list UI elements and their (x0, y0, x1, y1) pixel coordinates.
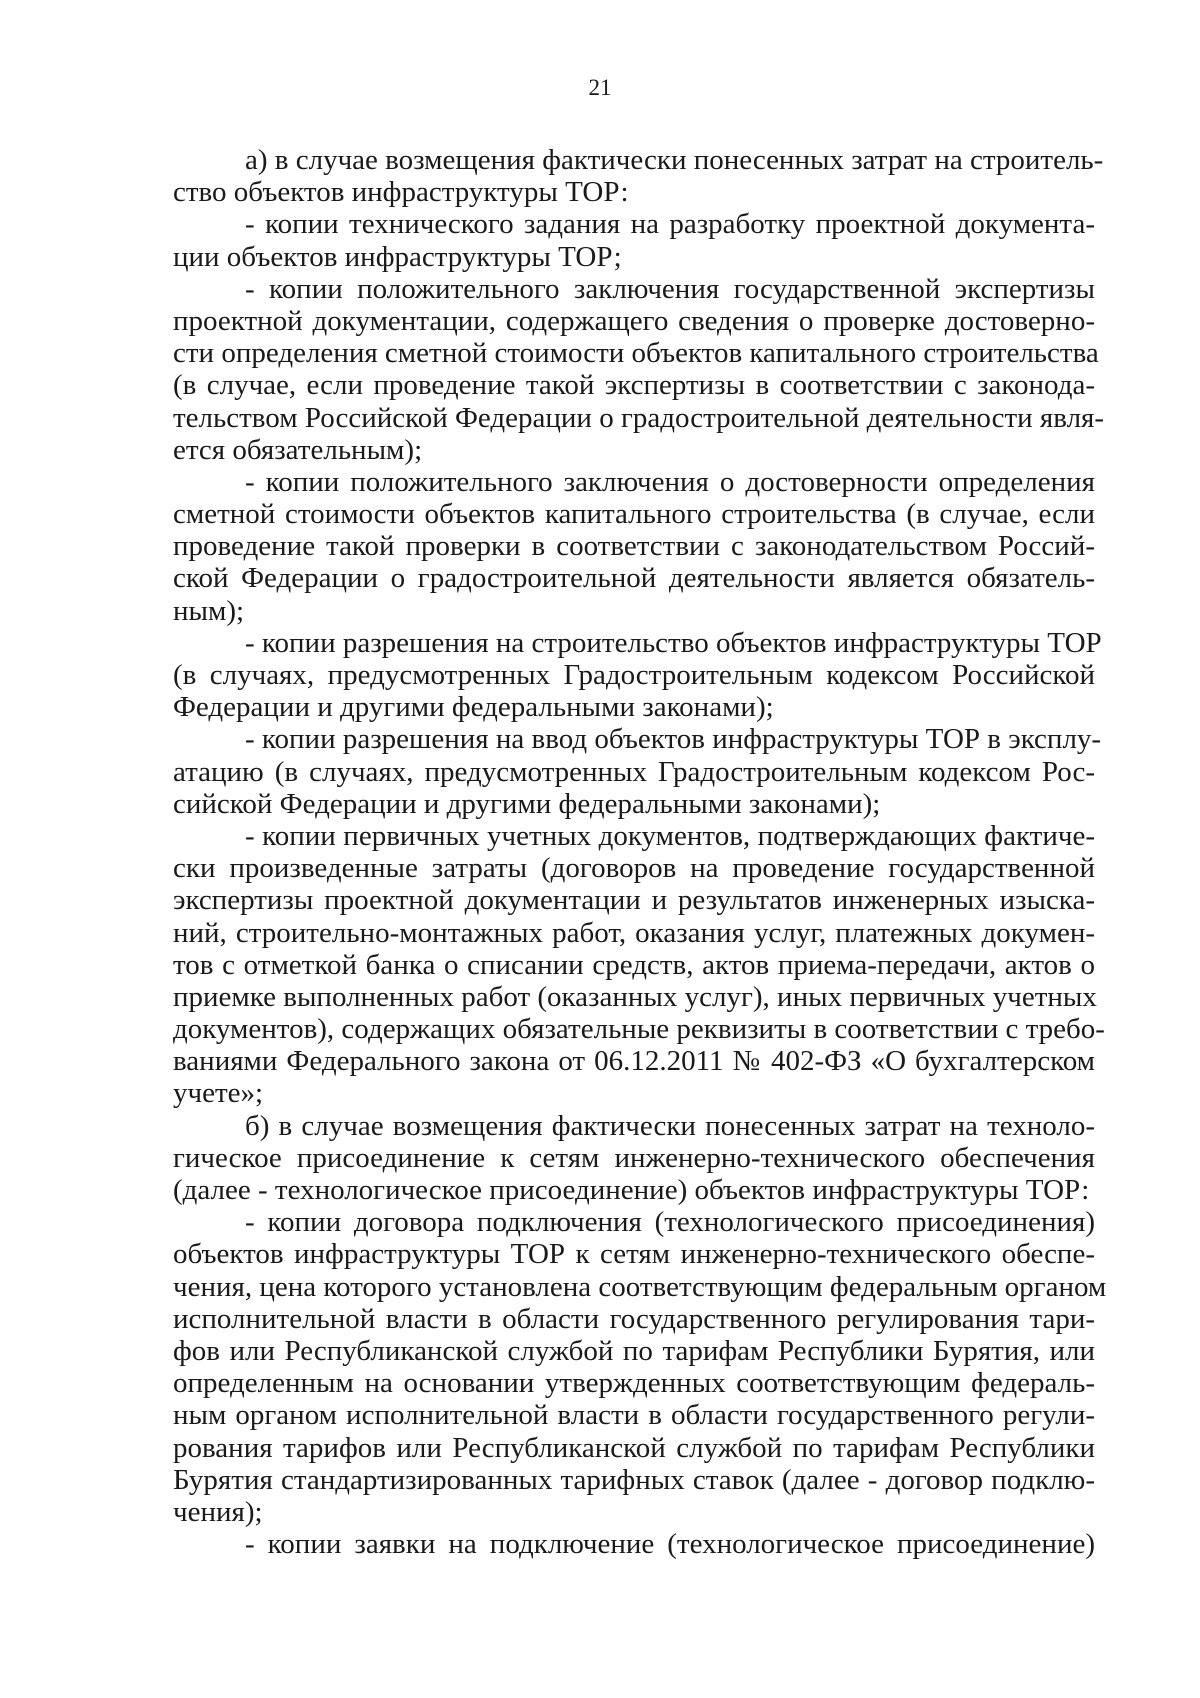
text-line: определенным на основании утвержденных соответствующим федераль- (173, 1367, 1095, 1400)
text-line: тов с отметкой банка о списании средств, актов приема-передачи, актов о (173, 948, 1095, 981)
text-line: чения); (173, 1495, 263, 1528)
text-line: рования тарифов или Республиканской службой по тарифам Республики (173, 1431, 1095, 1464)
page-number: 21 (588, 75, 612, 100)
text-line: (в случаях, предусмотренных Градостроительным кодексом Российской (173, 659, 1095, 691)
paragraph (173, 208, 1095, 272)
text-line: б) в случае возмещения фактически понесенных затрат на техноло- (245, 1109, 1095, 1142)
text-line: чения, цена которого установлена соответствующим федеральным органом (173, 1270, 1107, 1303)
text-line: Федерации и другими федеральными законами); (173, 691, 774, 724)
text-line: ваниями Федерального закона от 06.12.2011 № 402-ФЗ «О бухгалтерском (173, 1045, 1095, 1078)
text-line: ным органом исполнительной власти в области государственного регули- (173, 1399, 1095, 1432)
text-line: проектной документации, содержащего сведения о проверке достоверно- (173, 304, 1095, 337)
text-line: сийской Федерации и другими федеральными законами); (173, 787, 881, 820)
text-line: фов или Республиканской службой по тарифам Республики Бурятия, или (173, 1334, 1095, 1367)
text-line: документов), содержащих обязательные реквизиты в соответствии с требо- (173, 1013, 1105, 1046)
text-line: учете»; (173, 1077, 264, 1110)
text-line: объектов инфраструктуры ТОР к сетям инженерно-технического обеспе- (173, 1238, 1095, 1271)
text-line: ски произведенные затраты (договоров на проведение государственной (173, 852, 1095, 885)
paragraph (173, 723, 1102, 820)
text-line: ется обязательным); (173, 433, 423, 466)
text-line: экспертизы проектной документации и результатов инженерных изыска- (173, 884, 1095, 917)
text-line: атацию (в случаях, предусмотренных Градостроительным кодексом Рос- (173, 755, 1095, 788)
paragraph (173, 819, 1105, 1110)
text-line: а) в случае возмещения фактически понесенных затрат на строитель- (245, 144, 1104, 176)
text-line: Бурятия стандартизированных тарифных ставок (далее - договор подклю- (173, 1463, 1095, 1496)
text-line: (далее - технологическое присоединение) объектов инфраструктуры ТОР: (173, 1174, 1090, 1206)
document-body (173, 144, 1107, 1561)
text-line: ской Федерации о градостроительной деятельности является обязатель- (173, 562, 1095, 595)
text-line: - копии разрешения на строительство объектов инфраструктуры ТОР (245, 626, 1102, 659)
text-line: исполнительной власти в области государственного регулирования тари- (173, 1302, 1095, 1335)
paragraph (173, 1206, 1107, 1528)
text-line: ство объектов инфраструктуры ТОР: (173, 176, 629, 209)
text-line: сти определения сметной стоимости объектов капитального строительства (173, 337, 1099, 370)
text-line: гическое присоединение к сетям инженерно-технического обеспечения (173, 1141, 1095, 1174)
text-line: - копии первичных учетных документов, подтверждающих фактиче- (245, 819, 1095, 852)
text-line: ным); (173, 594, 245, 627)
text-line: - копии договора подключения (технологического присоединения) (245, 1206, 1095, 1239)
text-line: ний, строительно-монтажных работ, оказания услуг, платежных докумен- (173, 916, 1095, 949)
paragraph (173, 466, 1095, 627)
text-line: (в случае, если проведение такой экспертизы в соответствии с законода- (173, 369, 1095, 402)
paragraph (173, 1110, 1095, 1207)
text-line: тельством Российской Федерации о градостроительной деятельности явля- (173, 401, 1105, 434)
paragraph (173, 144, 1104, 209)
paragraph (173, 1528, 1095, 1560)
paragraph (173, 272, 1105, 466)
text-line: ции объектов инфраструктуры ТОР; (173, 240, 622, 273)
text-line: - копии разрешения на ввод объектов инфраструктуры ТОР в эксплу- (245, 723, 1102, 756)
text-line: - копии заявки на подключение (технологическое присоединение) (245, 1528, 1095, 1561)
text-line: сметной стоимости объектов капитального строительства (в случае, если (173, 498, 1095, 531)
text-line: приемке выполненных работ (оказанных услуг), иных первичных учетных (173, 980, 1097, 1013)
text-line: - копии технического задания на разработку проектной документа- (245, 208, 1095, 241)
text-line: - копии положительного заключения государственной экспертизы (245, 272, 1095, 305)
text-line: проведение такой проверки в соответствии с законодательством Россий- (173, 530, 1095, 563)
text-line: - копии положительного заключения о достоверности определения (245, 465, 1095, 498)
paragraph (173, 626, 1102, 724)
